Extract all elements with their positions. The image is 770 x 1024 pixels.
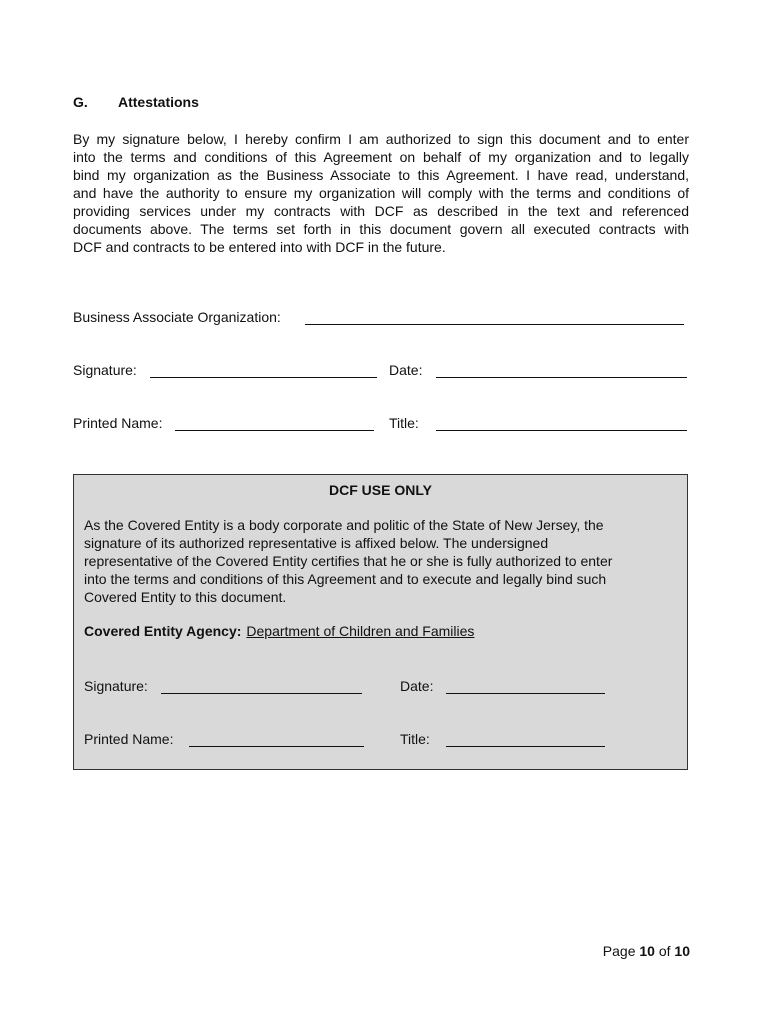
paragraph-line: By my signature below, I hereby confirm I am authorized to sign this document and to enter (73, 131, 689, 147)
attestation-paragraph (73, 130, 689, 256)
paragraph-line: bind my organization as the Business Associate to this Agreement. I have read, understand, (73, 167, 689, 183)
of-word: of (658, 943, 671, 959)
covered-entity-paragraph (84, 516, 664, 606)
paragraph-line: and have the authority to ensure my organization will comply with the terms and conditions of (73, 185, 689, 201)
printed-name-label: Printed Name: (73, 415, 163, 431)
dcf-signature-label: Signature: (84, 678, 148, 694)
dcf-printed-name-label: Printed Name: (84, 731, 174, 747)
section-letter: G. (73, 94, 88, 110)
paragraph-line: into the terms and conditions of this Agreement and to execute and legally bind such (84, 571, 607, 587)
dcf-printed-name-field-line[interactable] (189, 746, 364, 747)
paragraph-line: As the Covered Entity is a body corporate and politic of the State of New Jersey, the (84, 517, 604, 533)
paragraph-line: providing services under my contracts with DCF as described in the text and referenced (73, 203, 689, 219)
page-word: Page (602, 943, 636, 959)
paragraph-line: Covered Entity to this document. (84, 589, 287, 605)
dcf-title-field-line[interactable] (446, 746, 605, 747)
agency-value: Department of Children and Families (246, 623, 475, 639)
dcf-signature-field-line[interactable] (161, 693, 362, 694)
section-title: Attestations (118, 94, 199, 110)
dcf-use-only-box (73, 474, 688, 770)
dcf-date-field-line[interactable] (446, 693, 605, 694)
date-field-line[interactable] (436, 377, 687, 378)
printed-name-field-line[interactable] (175, 430, 374, 431)
paragraph-line: signature of its authorized representative is affixed below. The undersigned (84, 535, 549, 551)
title-field-line[interactable] (436, 430, 687, 431)
total-pages: 10 (674, 943, 690, 959)
signature-label: Signature: (73, 362, 137, 378)
section-heading (73, 94, 199, 110)
dcf-title-label: Title: (400, 731, 430, 747)
date-label: Date: (389, 362, 423, 378)
agency-label: Covered Entity Agency: (84, 623, 242, 639)
paragraph-line: representative of the Covered Entity certifies that he or she is fully authorized to enter (84, 553, 613, 569)
paragraph-line: DCF and contracts to be entered into with DCF in the future. (73, 239, 446, 255)
paragraph-line: into the terms and conditions of this Agreement on behalf of my organization and to legally (73, 149, 689, 165)
title-label: Title: (389, 415, 419, 431)
box-title: DCF USE ONLY (329, 482, 432, 498)
dcf-date-label: Date: (400, 678, 434, 694)
organization-label: Business Associate Organization: (73, 309, 281, 325)
organization-field-line[interactable] (305, 324, 684, 325)
current-page: 10 (639, 943, 655, 959)
paragraph-line: documents above. The terms set forth in this document govern all executed contracts with (73, 221, 689, 237)
page-number (560, 943, 690, 959)
signature-field-line[interactable] (150, 377, 377, 378)
covered-entity-agency (84, 623, 474, 639)
